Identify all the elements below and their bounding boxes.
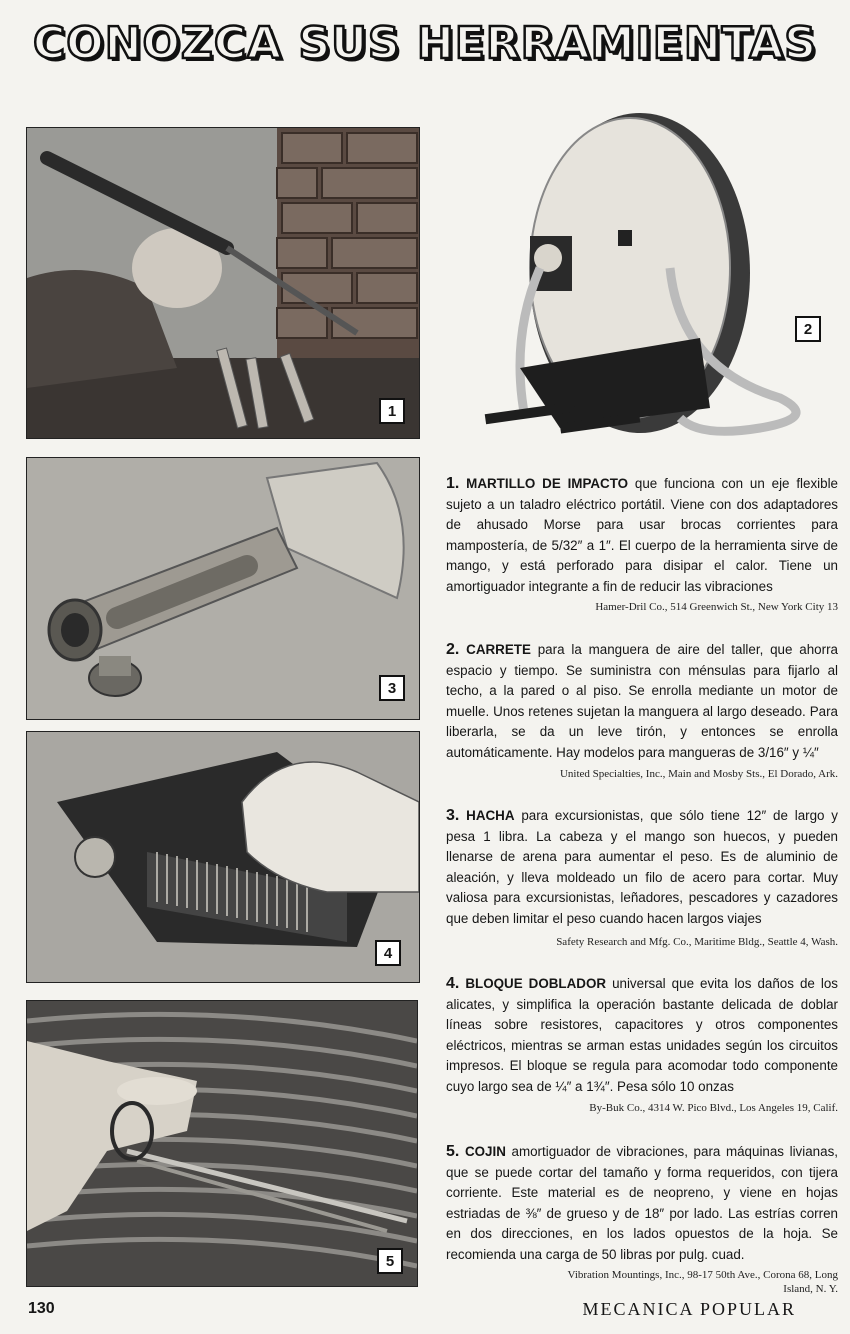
impact-hammer-photo [26,127,420,439]
bending-block-photo [26,731,420,983]
item-2 [446,640,838,763]
item-number: 1. [446,475,460,492]
item-heading: MARTILLO DE IMPACTO [466,476,629,491]
item-number: 2. [446,641,460,658]
vibration-pad-photo [26,1000,418,1287]
item-credit: United Specialties, Inc., Main and Mosby Sts., El Dorado, Ark. [559,768,838,780]
page-title: CONOZCA SUS HERRAMIENTAS [33,18,817,69]
figure-number-badge: 2 [795,316,821,342]
hose-reel-photo [480,108,825,443]
item-heading: BLOQUE DOBLADOR [465,976,607,991]
item-number: 3. [446,807,460,824]
item-heading: COJIN [464,1144,506,1159]
item-credit: Vibration Mountings, Inc., 98-17 50th Ave., Corona 68, Long Island, N. Y. [567,1269,838,1295]
item-1 [446,474,838,597]
hatchet-photo [26,457,420,720]
item-body: amortiguador de vibraciones, para máquinas livianas, que se puede cortar del tamaño y forma requeridos, con tijera corriente. Este material es de neopreno, y viene en hojas estriadas de ⅜″ de grueso y de 18″ por lado. Las estrías corren en dos direcciones, en los lados opuestos de la hoja. Se recomienda una carga de 50 libras por pulg. cuad. [446,1144,838,1262]
item-body: para la manguera de aire del taller, que ahorra espacio y tiempo. Se suministra con ménsulas para fijarlo al techo, a la pared o al piso. Se enrolla mediante un motor de muelle. Unos retenes sujetan la manguera al largo deseado. Para liberarla, se da un leve tirón, y entonces se enrolla automáticamente. Hay modelos para mangueras de 3/16″ y ¼″ [446,642,838,760]
figure-number-badge: 1 [379,398,405,424]
item-heading: HACHA [466,808,515,823]
item-credit: By-Buk Co., 4314 W. Pico Blvd., Los Angeles 19, Calif. [589,1102,838,1114]
item-body: universal que evita los daños de los alicates, y simplifica la operación bastante delicada de doblar líneas sobre resistores, capacitores y otros componentes eléctricos, mientras se arman estas unidades según los circuitos impresos. El bloque se regula para acomodar todo componente cuyo largo sea de ¼″ a 1¾″. Pesa sólo 10 onzas [446,976,838,1094]
figure-number-badge: 3 [379,675,405,701]
item-body: que funciona con un eje flexible sujeto a un taladro eléctrico portátil. Viene con dos adaptadores de ahusado Morse para usar brocas corrientes para mampostería, de 5/32″ a 1″. El cuerpo de la herramienta sirve de mango, y está perforado para disipar el calor. Tiene un amortiguador integrante a fin de reducir las vibraciones [446,476,839,594]
page-number: 130 [28,1300,55,1317]
item-3 [446,806,838,929]
magazine-name: MECANICA POPULAR [582,1299,796,1319]
item-body: para excursionistas, que sólo tiene 12″ de largo y pesa 1 libra. La cabeza y el mango son huecos, y pueden llenarse de arena para aumentar el peso. Es de aluminio de aleación, y lleva moldeado un filo de acero para cortar. Muy valiosa para excursionistas, leñadores, pescadores y cazadores que deben limitar el peso cuando hacen largos viajes [446,808,838,926]
item-heading: CARRETE [466,642,531,657]
item-credit: Safety Research and Mfg. Co., Maritime Bldg., Seattle 4, Wash. [556,936,838,948]
item-5 [446,1142,838,1265]
item-number: 4. [446,975,460,992]
item-credit: Hamer-Dril Co., 514 Greenwich St., New York City 13 [595,601,838,613]
item-number: 5. [446,1143,460,1160]
figure-number-badge: 5 [377,1248,403,1274]
item-4 [446,974,838,1097]
figure-number-badge: 4 [375,940,401,966]
